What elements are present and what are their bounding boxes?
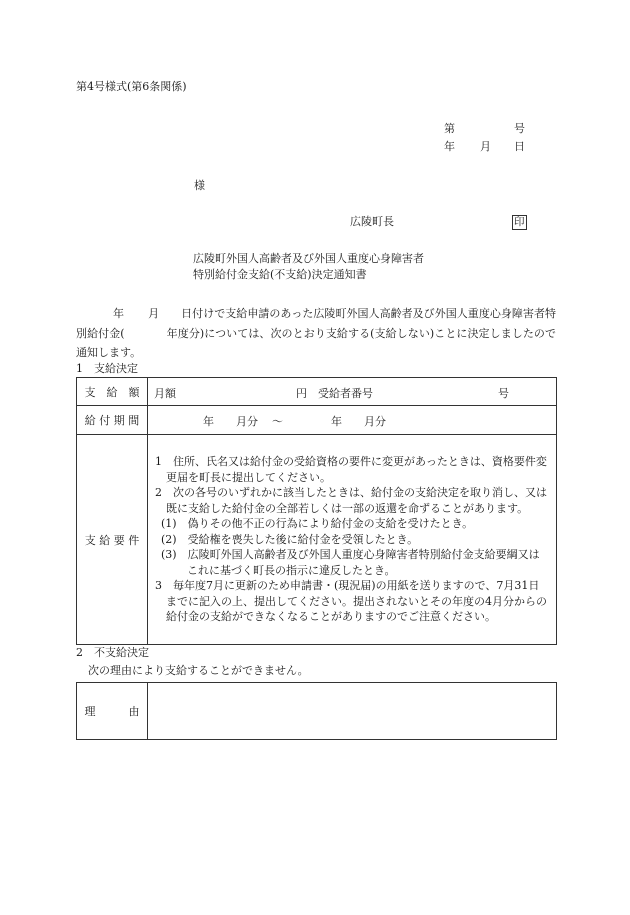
body-part2: 年度分)については、次のとおり支給する(支給しない)ことに決定しましたので通知します。	[76, 326, 556, 359]
form-id: 第4号様式(第6条関係)	[76, 80, 187, 93]
decision-table	[76, 377, 557, 645]
recipient-number-suffix: 号	[498, 387, 509, 400]
date-month: 月	[480, 140, 491, 153]
requirement-item-3: 3 毎年度7月に更新のため申請書・(現況届)の用紙を送りますので、7月31日までに記入の上、提出してください。提出されないとその年度の4月分からの給付金の支給ができなくなることがありますのでご注意ください。	[155, 579, 547, 624]
period-end-year: 年	[331, 415, 342, 428]
period-cell	[148, 406, 557, 435]
period-start-month: 月分	[236, 415, 258, 428]
notice-body	[76, 304, 556, 363]
addressee-suffix: 様	[194, 179, 205, 192]
period-label: 給 付 期 間	[77, 406, 148, 435]
seal-text: 印	[514, 216, 525, 228]
section2-heading: 2 不支給決定	[76, 646, 149, 659]
doc-number-label: 第	[444, 122, 455, 135]
requirement-item-2: 2 次の各号のいずれかに該当したときは、給付金の支給決定を取り消し、又は既に支給した給付金の全部若しくは一部の返還を命ずることがあります。	[155, 486, 547, 515]
reason-value[interactable]	[148, 683, 557, 740]
seal-mark	[512, 215, 527, 230]
reason-table	[76, 682, 557, 740]
recipient-number-label: 受給者番号	[318, 387, 373, 400]
period-end-month: 月分	[364, 415, 386, 428]
date-day: 日	[514, 140, 525, 153]
amount-label: 支 給 額	[77, 378, 148, 406]
amount-yen: 円	[296, 387, 307, 400]
requirement-sub-2: (2) 受給権を喪失した後に給付金を受領したとき。	[161, 532, 419, 546]
section1-heading: 1 支給決定	[76, 362, 138, 375]
section2-sentence: 次の理由により支給することができません。	[88, 664, 309, 677]
doc-number-suffix: 号	[514, 122, 525, 135]
requirement-sub-3: (3) 広陵町外国人高齢者及び外国人重度心身障害者特別給付金支給要綱又はこれに基づく町長の指示に違反したとき。	[161, 548, 540, 577]
period-tilde: 〜	[272, 415, 283, 428]
amount-monthly: 月額	[154, 387, 176, 400]
date-year: 年	[444, 140, 455, 153]
title-line-1: 広陵町外国人高齢者及び外国人重度心身障害者	[193, 252, 424, 265]
requirement-item-1: 1 住所、氏名又は給付金の受給資格の要件に変更があったときは、資格要件変更届を町長に提出してください。	[155, 455, 547, 484]
period-start-year: 年	[203, 415, 214, 428]
reason-label: 理 由	[77, 683, 148, 740]
body-year: 年	[113, 307, 125, 320]
title-line-2: 特別給付金支給(不支給)決定通知書	[193, 268, 367, 281]
requirement-sub-1: (1) 偽りその他不正の行為により給付金の支給を受けたとき。	[161, 517, 474, 531]
body-month: 月	[148, 307, 160, 320]
body-part1: 日付けで支給申請のあった広陵町外国人高齢者及び外国人重度心身障害者特別給付金(	[76, 307, 557, 340]
requirements-label: 支 給 要 件	[77, 435, 148, 645]
issuer-name: 広陵町長	[350, 215, 394, 228]
amount-cell	[148, 378, 557, 406]
requirements-cell	[148, 435, 557, 645]
